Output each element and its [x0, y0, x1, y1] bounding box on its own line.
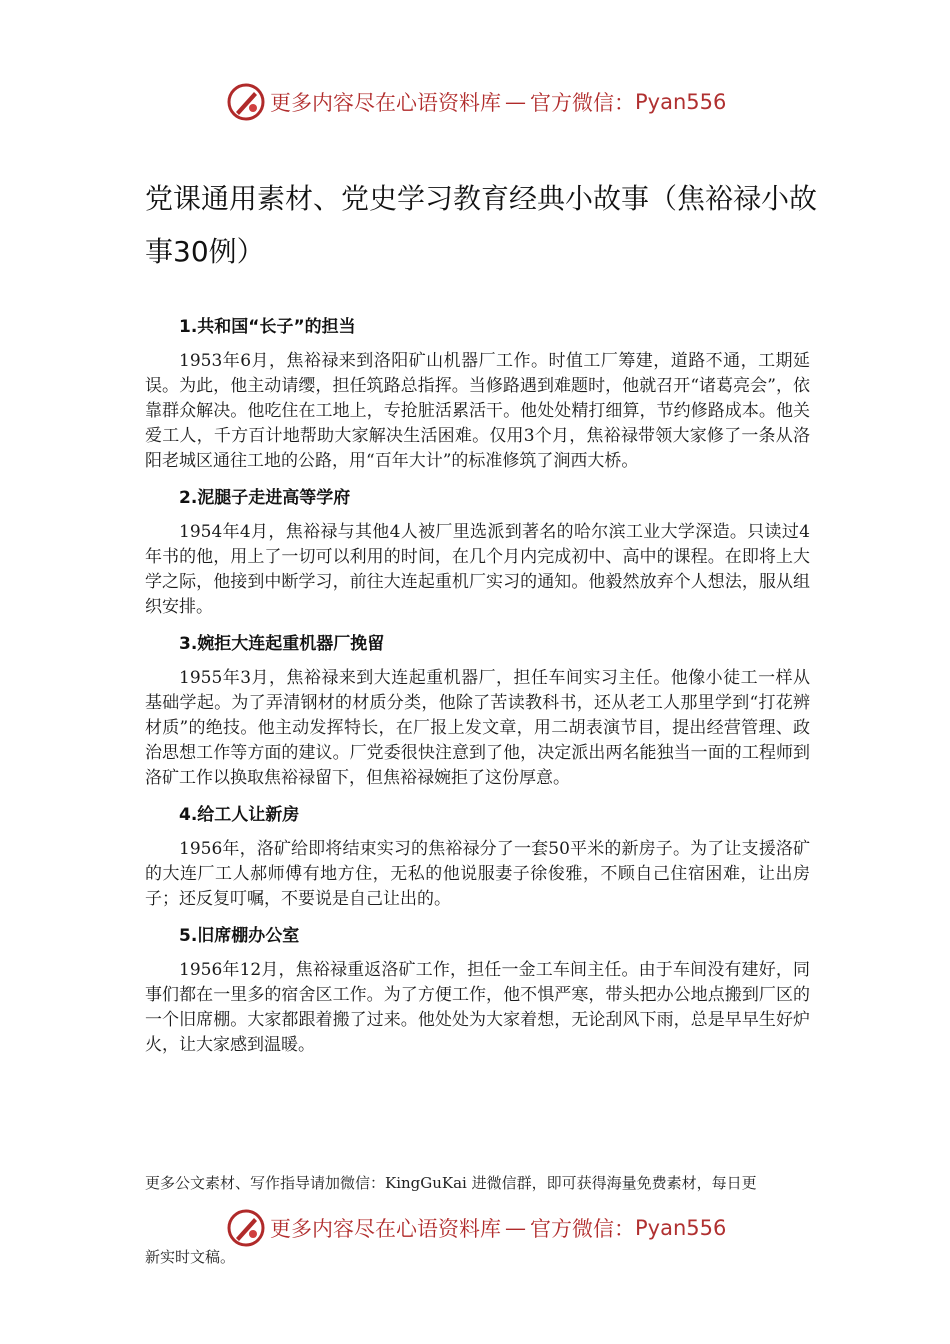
banner-handle: Pyan556 [635, 90, 727, 114]
banner-handle: Pyan556 [635, 1216, 727, 1240]
footer-promo-text-continued: 新实时文稿。 [145, 1248, 236, 1266]
section-heading: 2.泥腿子走进高等学府 [179, 488, 351, 508]
footer-promo-text: 更多公文素材、写作指导请加微信：KingGuKai 进微信群，即可获得海量免费素材，每日更 [145, 1174, 757, 1192]
pen-heart-logo-icon [226, 82, 266, 122]
section-1 [145, 313, 810, 474]
section-heading: 3.婉拒大连起重机器厂挽留 [179, 634, 385, 654]
section-5 [145, 922, 810, 1058]
section-paragraph: 1955年3月，焦裕禄来到大连起重机器厂，担任车间实习主任。他像小徒工一样从基础学起。为了弄清钢材的材质分类，他除了苦读教科书，还从老工人那里学到“打花辨材质”的绝技。他主动发挥特长，在厂报上发文章，用二胡表演节目，提出经营管理、政治思想工作等方面的建议。厂党委很快注意到了他，决定派出两名能独当一面的工程师到洛矿工作以换取焦裕禄留下，但焦裕禄婉拒了这份厚意。 [145, 668, 810, 788]
section-4 [145, 801, 810, 912]
section-paragraph: 1956年12月，焦裕禄重返洛矿工作，担任一金工车间主任。由于车间没有建好，同事们都在一里多的宿舍区工作。为了方便工作，他不惧严寒，带头把办公地点搬到厂区的一个旧席棚。大家都跟着搬了过来。他处处为大家着想，无论刮风下雨，总是早早生好炉火，让大家感到温暖。 [145, 960, 810, 1055]
banner-text: 更多内容尽在心语资料库 [270, 1217, 501, 1241]
document-title: 党课通用素材、党史学习教育经典小故事（焦裕禄小故事30例） [145, 182, 818, 268]
section-heading: 1.共和国“长子”的担当 [179, 317, 356, 337]
banner-label: 官方微信： [530, 1217, 635, 1241]
section-paragraph: 1956年，洛矿给即将结束实习的焦裕禄分了一套50平米的新房子。为了让支援洛矿的大连厂工人郝师傅有地方住，无私的他说服妻子徐俊雅，不顾自己住宿困难，让出房子；还反复叮嘱，不要说是自己让出的。 [145, 839, 810, 909]
section-paragraph: 1954年4月，焦裕禄与其他4人被厂里选派到著名的哈尔滨工业大学深造。只读过4年书的他，用上了一切可以利用的时间，在几个月内完成初中、高中的课程。在即将上大学之际，他接到中断学习，前往大连起重机厂实习的通知。他毅然放弃个人想法，服从组织安排。 [145, 522, 810, 617]
banner-label: 官方微信： [530, 91, 635, 115]
banner-text: 更多内容尽在心语资料库 [270, 91, 501, 115]
document-body [145, 313, 810, 1068]
banner-separator: — [505, 1216, 526, 1240]
header-banner [226, 82, 726, 122]
pen-heart-logo-icon [226, 1208, 266, 1248]
section-paragraph: 1953年6月，焦裕禄来到洛阳矿山机器厂工作。时值工厂筹建，道路不通，工期延误。为此，他主动请缨，担任筑路总指挥。当修路遇到难题时，他就召开“诸葛亮会”，依靠群众解决。他吃住在工地上，专抢脏活累活干。他处处精打细算，节约修路成本。他关爱工人，千方百计地帮助大家解决生活困难。仅用3个月，焦裕禄带领大家修了一条从洛阳老城区通往工地的公路，用“百年大计”的标准修筑了涧西大桥。 [145, 351, 810, 471]
section-3 [145, 630, 810, 791]
section-2 [145, 484, 810, 620]
section-heading: 4.给工人让新房 [179, 805, 300, 825]
footer-banner [226, 1208, 726, 1248]
banner-separator: — [505, 90, 526, 114]
section-heading: 5.旧席棚办公室 [179, 926, 300, 946]
